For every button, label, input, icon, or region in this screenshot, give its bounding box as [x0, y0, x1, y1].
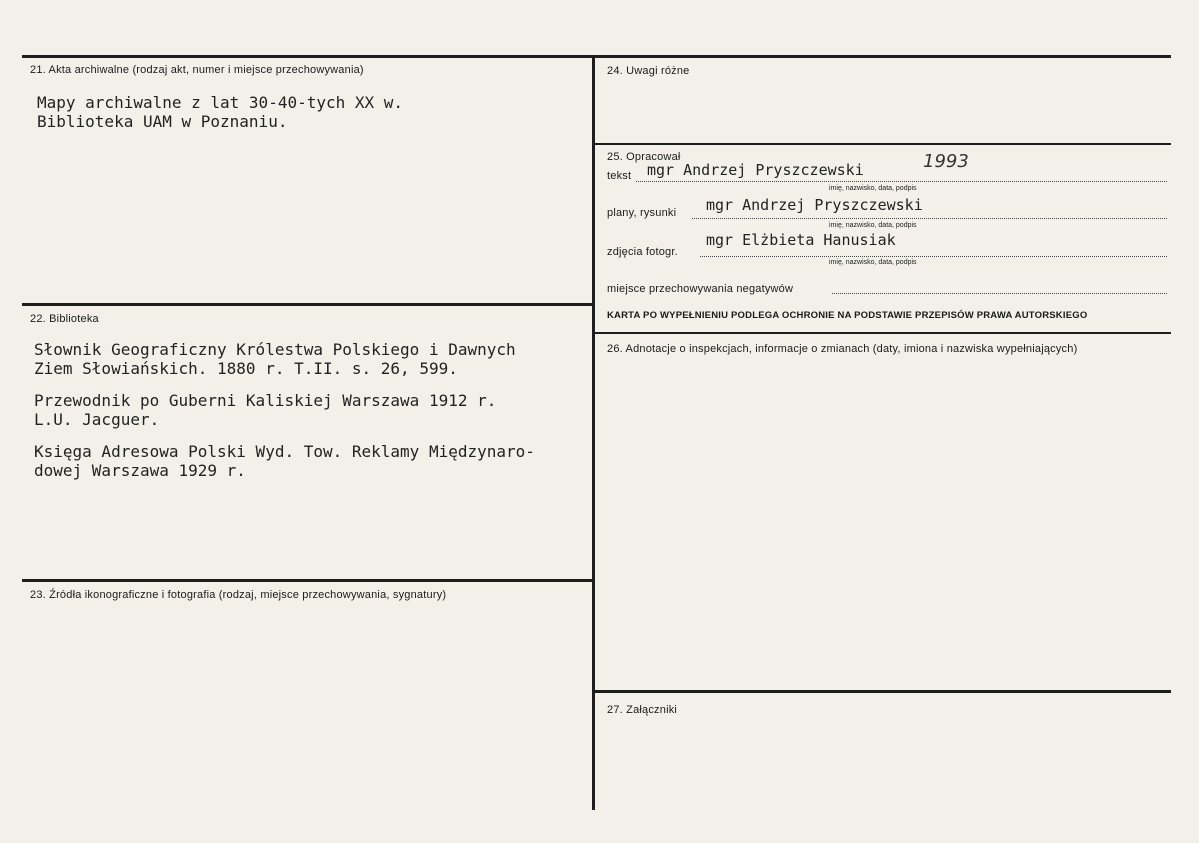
right-rule-27: [594, 690, 1171, 693]
negatywy-label: miejsce przechowywania negatywów: [607, 283, 794, 295]
center-divider: [592, 55, 595, 810]
section-22-line-1: Słownik Geograficzny Królestwa Polskiego i Dawnych: [34, 340, 516, 359]
section-21-line-2: Biblioteka UAM w Poznaniu.: [37, 112, 288, 131]
top-rule: [22, 55, 1171, 58]
section-21-heading: 21. Akta archiwalne (rodzaj akt, numer i miejsce przechowywania): [30, 64, 364, 76]
copyright-notice: KARTA PO WYPEŁNIENIU PODLEGA OCHRONIE NA PODSTAWIE PRZEPISÓW PRAWA AUTORSKIEGO: [607, 310, 1088, 321]
tekst-hint: imię, nazwisko, data, podpis: [829, 185, 917, 192]
tekst-dotted-line: [636, 181, 1167, 182]
section-25-heading: 25. Opracował: [607, 151, 681, 163]
section-22-line-3: Przewodnik po Guberni Kaliskiej Warszawa 1912 r.: [34, 391, 497, 410]
plany-hint: imię, nazwisko, data, podpis: [829, 222, 917, 229]
right-rule-25: [594, 143, 1171, 145]
right-rule-26: [594, 332, 1171, 334]
section-26-heading: 26. Adnotacje o inspekcjach, informacje o zmianach (daty, imiona i nazwiska wypełniających): [607, 343, 1078, 355]
section-22-line-6: dowej Warszawa 1929 r.: [34, 461, 246, 480]
section-21-line-1: Mapy archiwalne z lat 30-40-tych XX w.: [37, 93, 404, 112]
plany-value: mgr Andrzej Pryszczewski: [706, 196, 923, 214]
section-23-heading: 23. Źródła ikonograficzne i fotografia (rodzaj, miejsce przechowywania, sygnatury): [30, 589, 447, 601]
tekst-label: tekst: [607, 170, 632, 182]
section-22-line-5: Księga Adresowa Polski Wyd. Tow. Reklamy Międzynaro-: [34, 442, 535, 461]
zdjecia-value: mgr Elżbieta Hanusiak: [706, 231, 896, 249]
negatywy-dotted-line: [832, 293, 1167, 294]
zdjecia-dotted-line: [700, 256, 1167, 257]
zdjecia-hint: imię, nazwisko, data, podpis: [829, 259, 917, 266]
section-24-heading: 24. Uwagi różne: [607, 65, 690, 77]
zdjecia-label: zdjęcia fotogr.: [607, 246, 678, 258]
plany-dotted-line: [692, 218, 1167, 219]
left-rule-22: [22, 303, 594, 306]
section-22-line-2: Ziem Słowiańskich. 1880 r. T.II. s. 26, 599.: [34, 359, 458, 378]
section-27-heading: 27. Załączniki: [607, 704, 678, 716]
left-rule-23: [22, 579, 594, 582]
section-22-heading: 22. Biblioteka: [30, 313, 99, 325]
section-22-line-4: L.U. Jacguer.: [34, 410, 160, 429]
plany-label: plany, rysunki: [607, 207, 677, 219]
tekst-value: mgr Andrzej Pryszczewski: [647, 161, 864, 179]
year-handwritten: 1993: [923, 151, 969, 172]
